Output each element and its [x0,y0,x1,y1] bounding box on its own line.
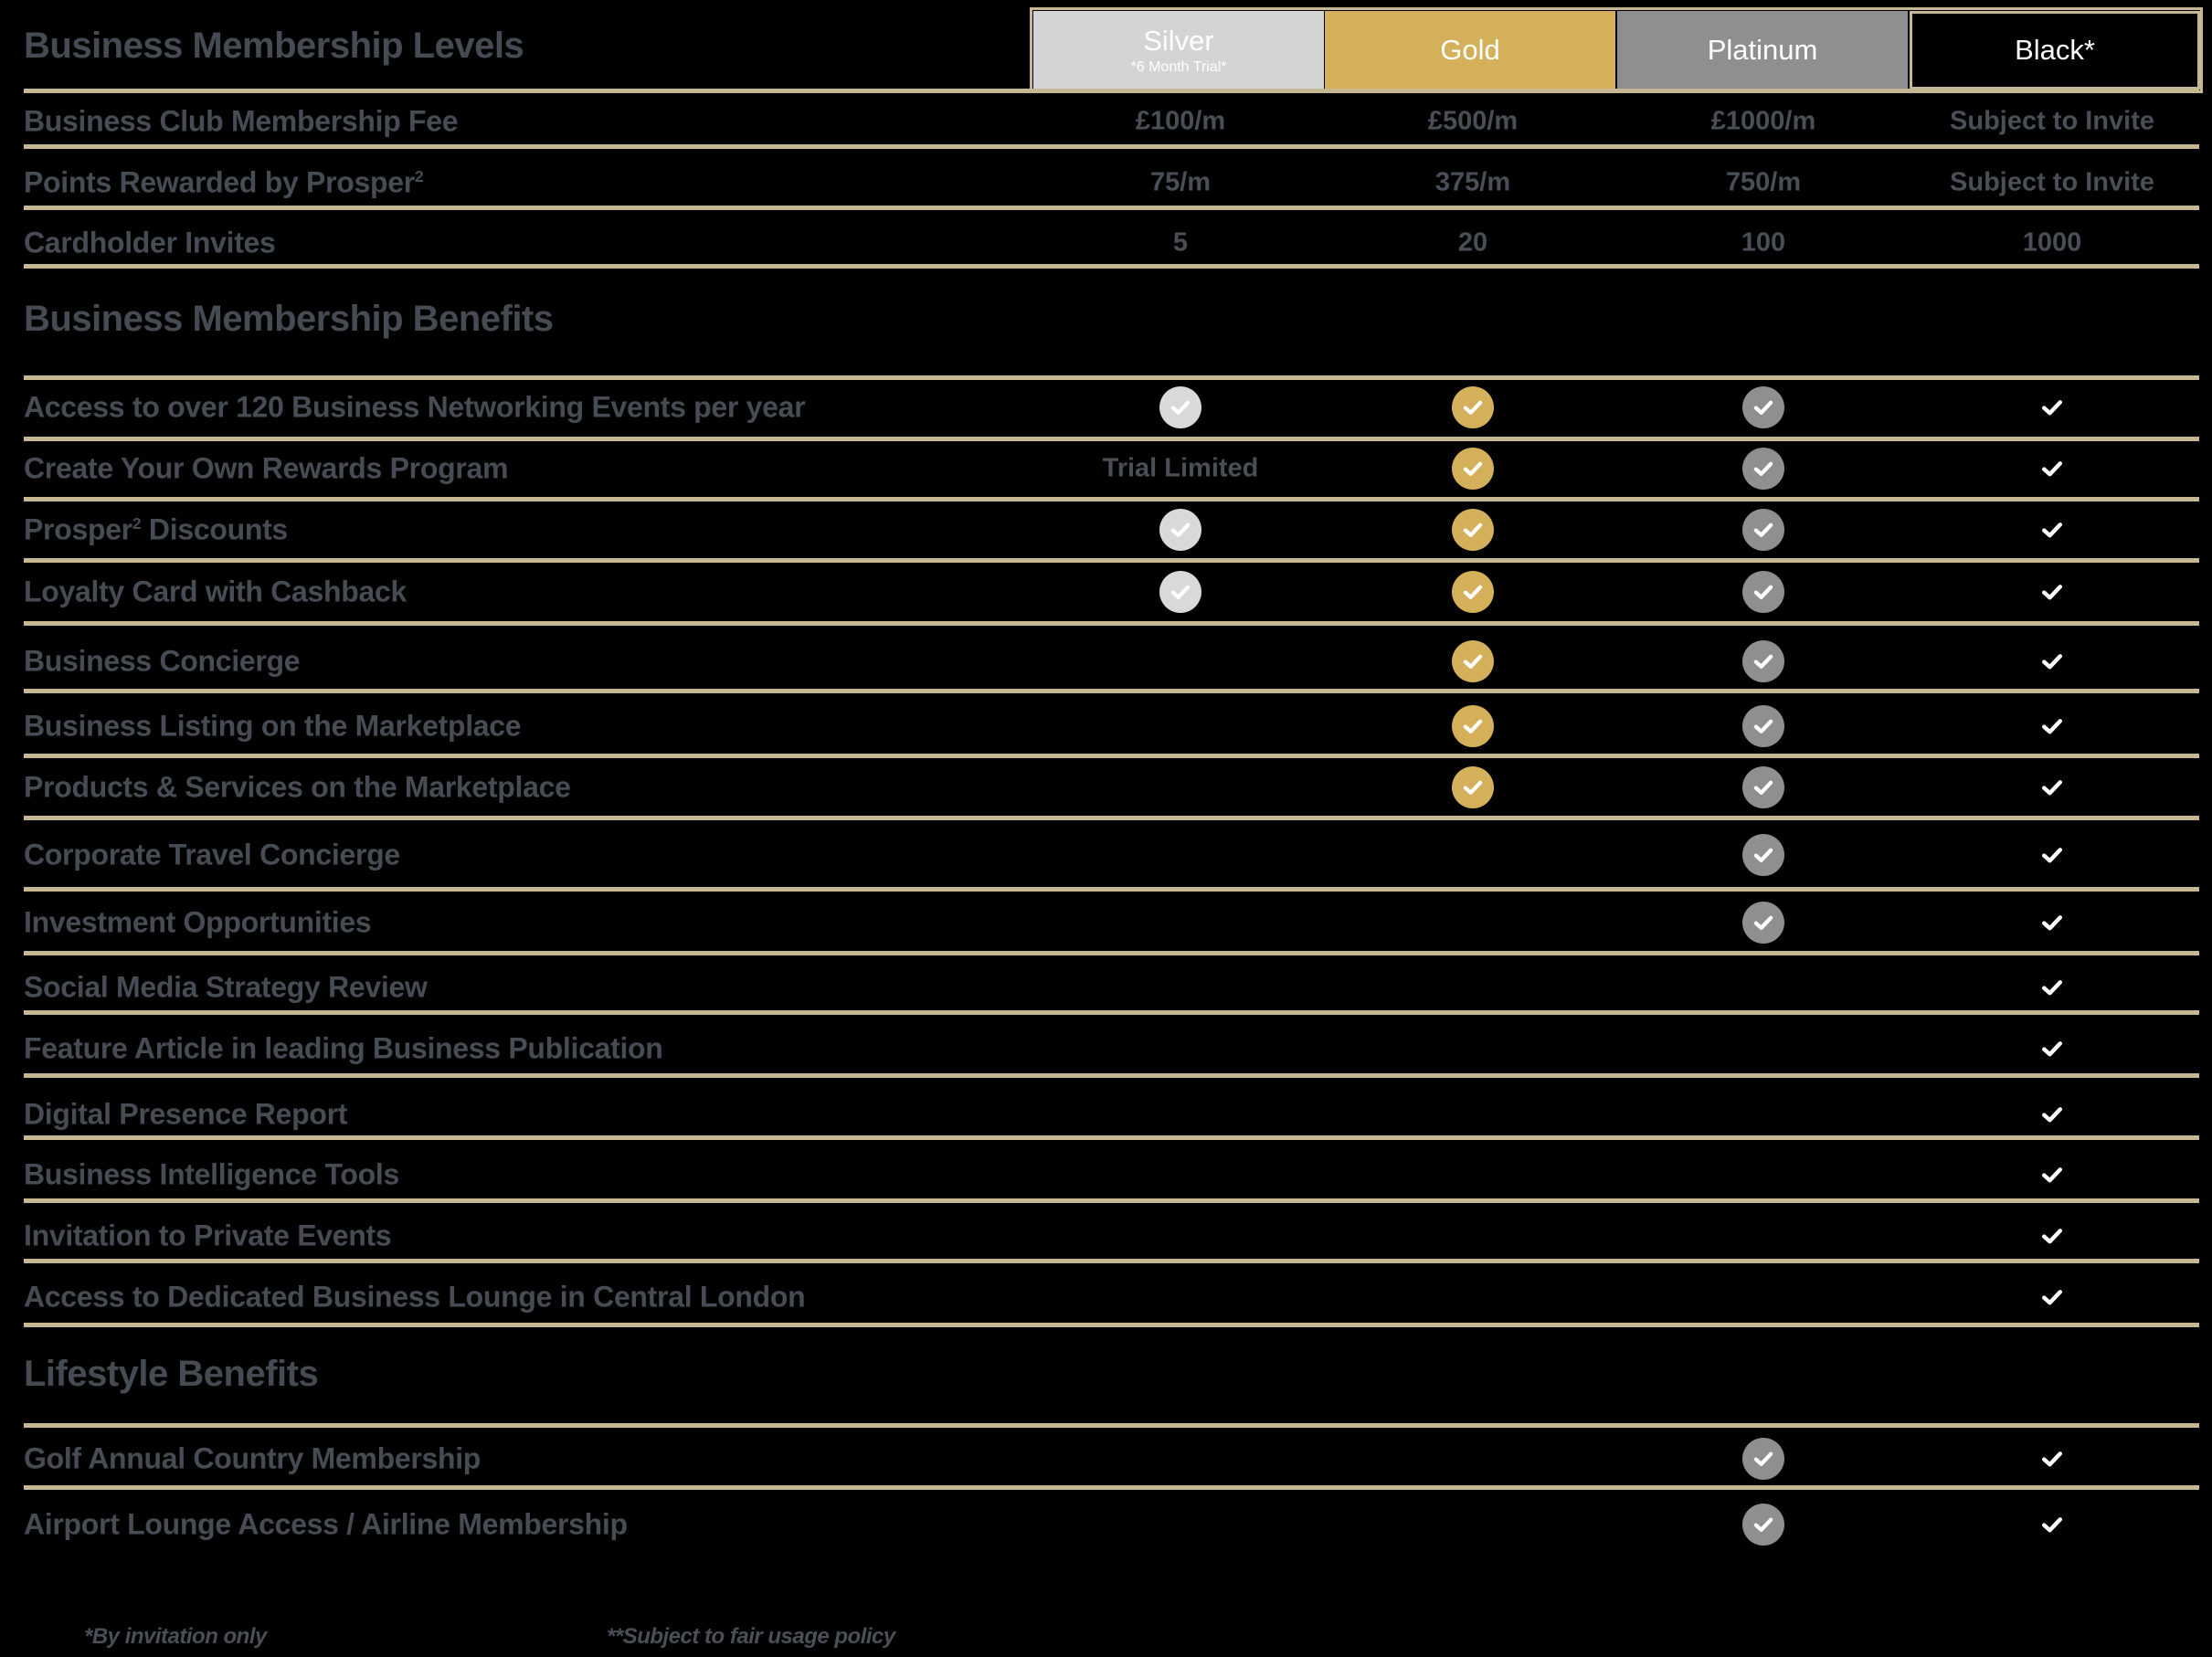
row-label-text: Access to over 120 Business Networking Events per year [24,390,806,424]
check-circle-icon [1452,640,1494,682]
check-circle-icon [1742,705,1784,747]
row-label [24,575,407,609]
row-divider [24,816,2199,820]
check-icon [2038,841,2066,869]
row-label [24,906,371,940]
check-circle-icon [1452,571,1494,613]
check-circle-icon [1742,571,1784,613]
tier-name: Silver [1143,25,1214,57]
row-label [24,166,423,200]
row-label-text: Airport Lounge Access / Airline Membership [24,1507,628,1541]
pricing-value-platinum: 750/m [1725,167,1802,197]
row-divider [24,375,2199,380]
check-circle-icon [1452,448,1494,490]
row-label [24,1508,628,1542]
check-circle-icon [1742,509,1784,551]
check-circle-icon [1159,571,1201,613]
row-label [24,645,300,679]
row-divider [24,621,2199,626]
row-label-text: Social Media Strategy Review [24,970,428,1004]
footnote-invitation: *By invitation only [84,1624,267,1649]
row-divider [24,689,2199,693]
benefit-note: Trial Limited [1102,453,1259,483]
check-icon [2038,394,2066,421]
row-divider [24,951,2199,955]
row-label-text: Corporate Travel Concierge [24,838,400,871]
row-label-text: Digital Presence Report [24,1097,348,1131]
row-divider [24,1135,2199,1140]
row-label-text: Create Your Own Rewards Program [24,451,509,485]
check-circle-icon [1452,766,1494,808]
row-label-text: Business Club Membership Fee [24,104,459,138]
row-label [24,1032,663,1066]
row-label [24,1158,399,1192]
tier-name: Black* [2015,34,2095,66]
check-icon [2038,1511,2066,1538]
check-icon [2038,1222,2066,1250]
check-circle-icon [1452,705,1494,747]
check-icon [2038,974,2066,1001]
pricing-value-silver: 75/m [1149,167,1212,197]
pricing-value-gold: 20 [1457,227,1488,258]
check-circle-icon [1159,386,1201,428]
check-icon [2038,1445,2066,1472]
row-label-superscript: 2 [414,166,424,185]
pricing-value-silver: £100/m [1135,106,1226,136]
row-label-superscript: 2 [132,513,142,533]
row-label-text: Cardholder Invites [24,226,276,259]
check-circle-icon [1742,640,1784,682]
row-label-suffix: Discounts [141,512,288,546]
check-icon [2038,1283,2066,1311]
row-label [24,227,276,260]
row-label [24,1281,805,1314]
row-divider [24,1259,2199,1263]
row-label-text: Access to Dedicated Business Lounge in Central London [24,1280,806,1314]
check-circle-icon [1742,902,1784,944]
check-circle-icon [1159,509,1201,551]
levels-title: Business Membership Levels [24,26,524,66]
check-icon [2038,909,2066,936]
row-label-text: Products & Services on the Marketplace [24,770,571,804]
row-divider [24,1485,2199,1490]
tier-subtitle: *6 Month Trial* [1130,59,1227,75]
row-divider [24,206,2199,210]
row-label [24,971,428,1005]
tier-header-gold [1325,11,1615,90]
row-divider [24,1010,2199,1015]
check-icon [2038,516,2066,544]
check-icon [2038,648,2066,675]
row-divider [24,1198,2199,1203]
tier-header-platinum [1617,11,1908,90]
row-divider [24,1423,2199,1428]
row-label [24,710,521,744]
row-label-text: Loyalty Card with Cashback [24,575,407,608]
pricing-value-black: Subject to Invite [1950,106,2154,136]
row-divider [24,497,2199,501]
check-icon [2038,1035,2066,1062]
footnote-fair-usage: **Subject to fair usage policy [607,1624,895,1649]
pricing-value-black: Subject to Invite [1950,167,2154,197]
row-divider [24,144,2199,149]
pricing-value-black: 1000 [2022,227,2082,258]
pricing-value-gold: £500/m [1427,106,1519,136]
check-icon [2038,1101,2066,1128]
row-label-text: Golf Annual Country Membership [24,1441,482,1475]
benefits-title: Business Membership Benefits [24,299,554,339]
tier-name: Platinum [1707,34,1818,66]
pricing-value-gold: 375/m [1434,167,1511,197]
row-divider [24,887,2199,892]
row-label-text: Investment Opportunities [24,905,372,939]
pricing-value-platinum: £1000/m [1710,106,1816,136]
row-label [24,452,508,486]
tier-header-black [1910,11,2200,90]
row-label [24,839,400,872]
row-divider [24,1323,2199,1327]
check-icon [2038,1161,2066,1188]
row-divider [24,264,2199,269]
check-circle-icon [1452,509,1494,551]
row-label-text: Business Intelligence Tools [24,1157,399,1191]
pricing-value-silver: 5 [1172,227,1189,258]
check-circle-icon [1742,1438,1784,1480]
check-icon [2038,712,2066,740]
tier-header-silver [1033,11,1324,90]
check-circle-icon [1742,1504,1784,1546]
row-divider [24,437,2199,441]
row-divider [24,754,2199,758]
row-label-text: Business Listing on the Marketplace [24,709,522,743]
pricing-value-platinum: 100 [1741,227,1786,258]
check-circle-icon [1742,448,1784,490]
row-divider [24,558,2199,563]
row-label [24,391,805,425]
row-label-text: Invitation to Private Events [24,1219,392,1252]
check-circle-icon [1452,386,1494,428]
row-label [24,1098,347,1132]
check-icon [2038,455,2066,482]
row-label [24,1442,481,1476]
row-label [24,771,571,805]
row-label [24,105,458,139]
lifestyle-title: Lifestyle Benefits [24,1354,319,1394]
check-circle-icon [1742,834,1784,876]
row-divider [24,1073,2199,1078]
row-label [24,513,288,547]
check-icon [2038,578,2066,606]
row-label-text: Prosper [24,512,132,546]
check-icon [2038,774,2066,801]
row-label [24,1219,391,1253]
tier-name: Gold [1440,34,1500,66]
header-underline [24,89,2199,93]
row-label-text: Business Concierge [24,644,301,678]
row-label-text: Points Rewarded by Prosper [24,165,415,199]
check-circle-icon [1742,386,1784,428]
check-circle-icon [1742,766,1784,808]
row-label-text: Feature Article in leading Business Publication [24,1031,663,1065]
